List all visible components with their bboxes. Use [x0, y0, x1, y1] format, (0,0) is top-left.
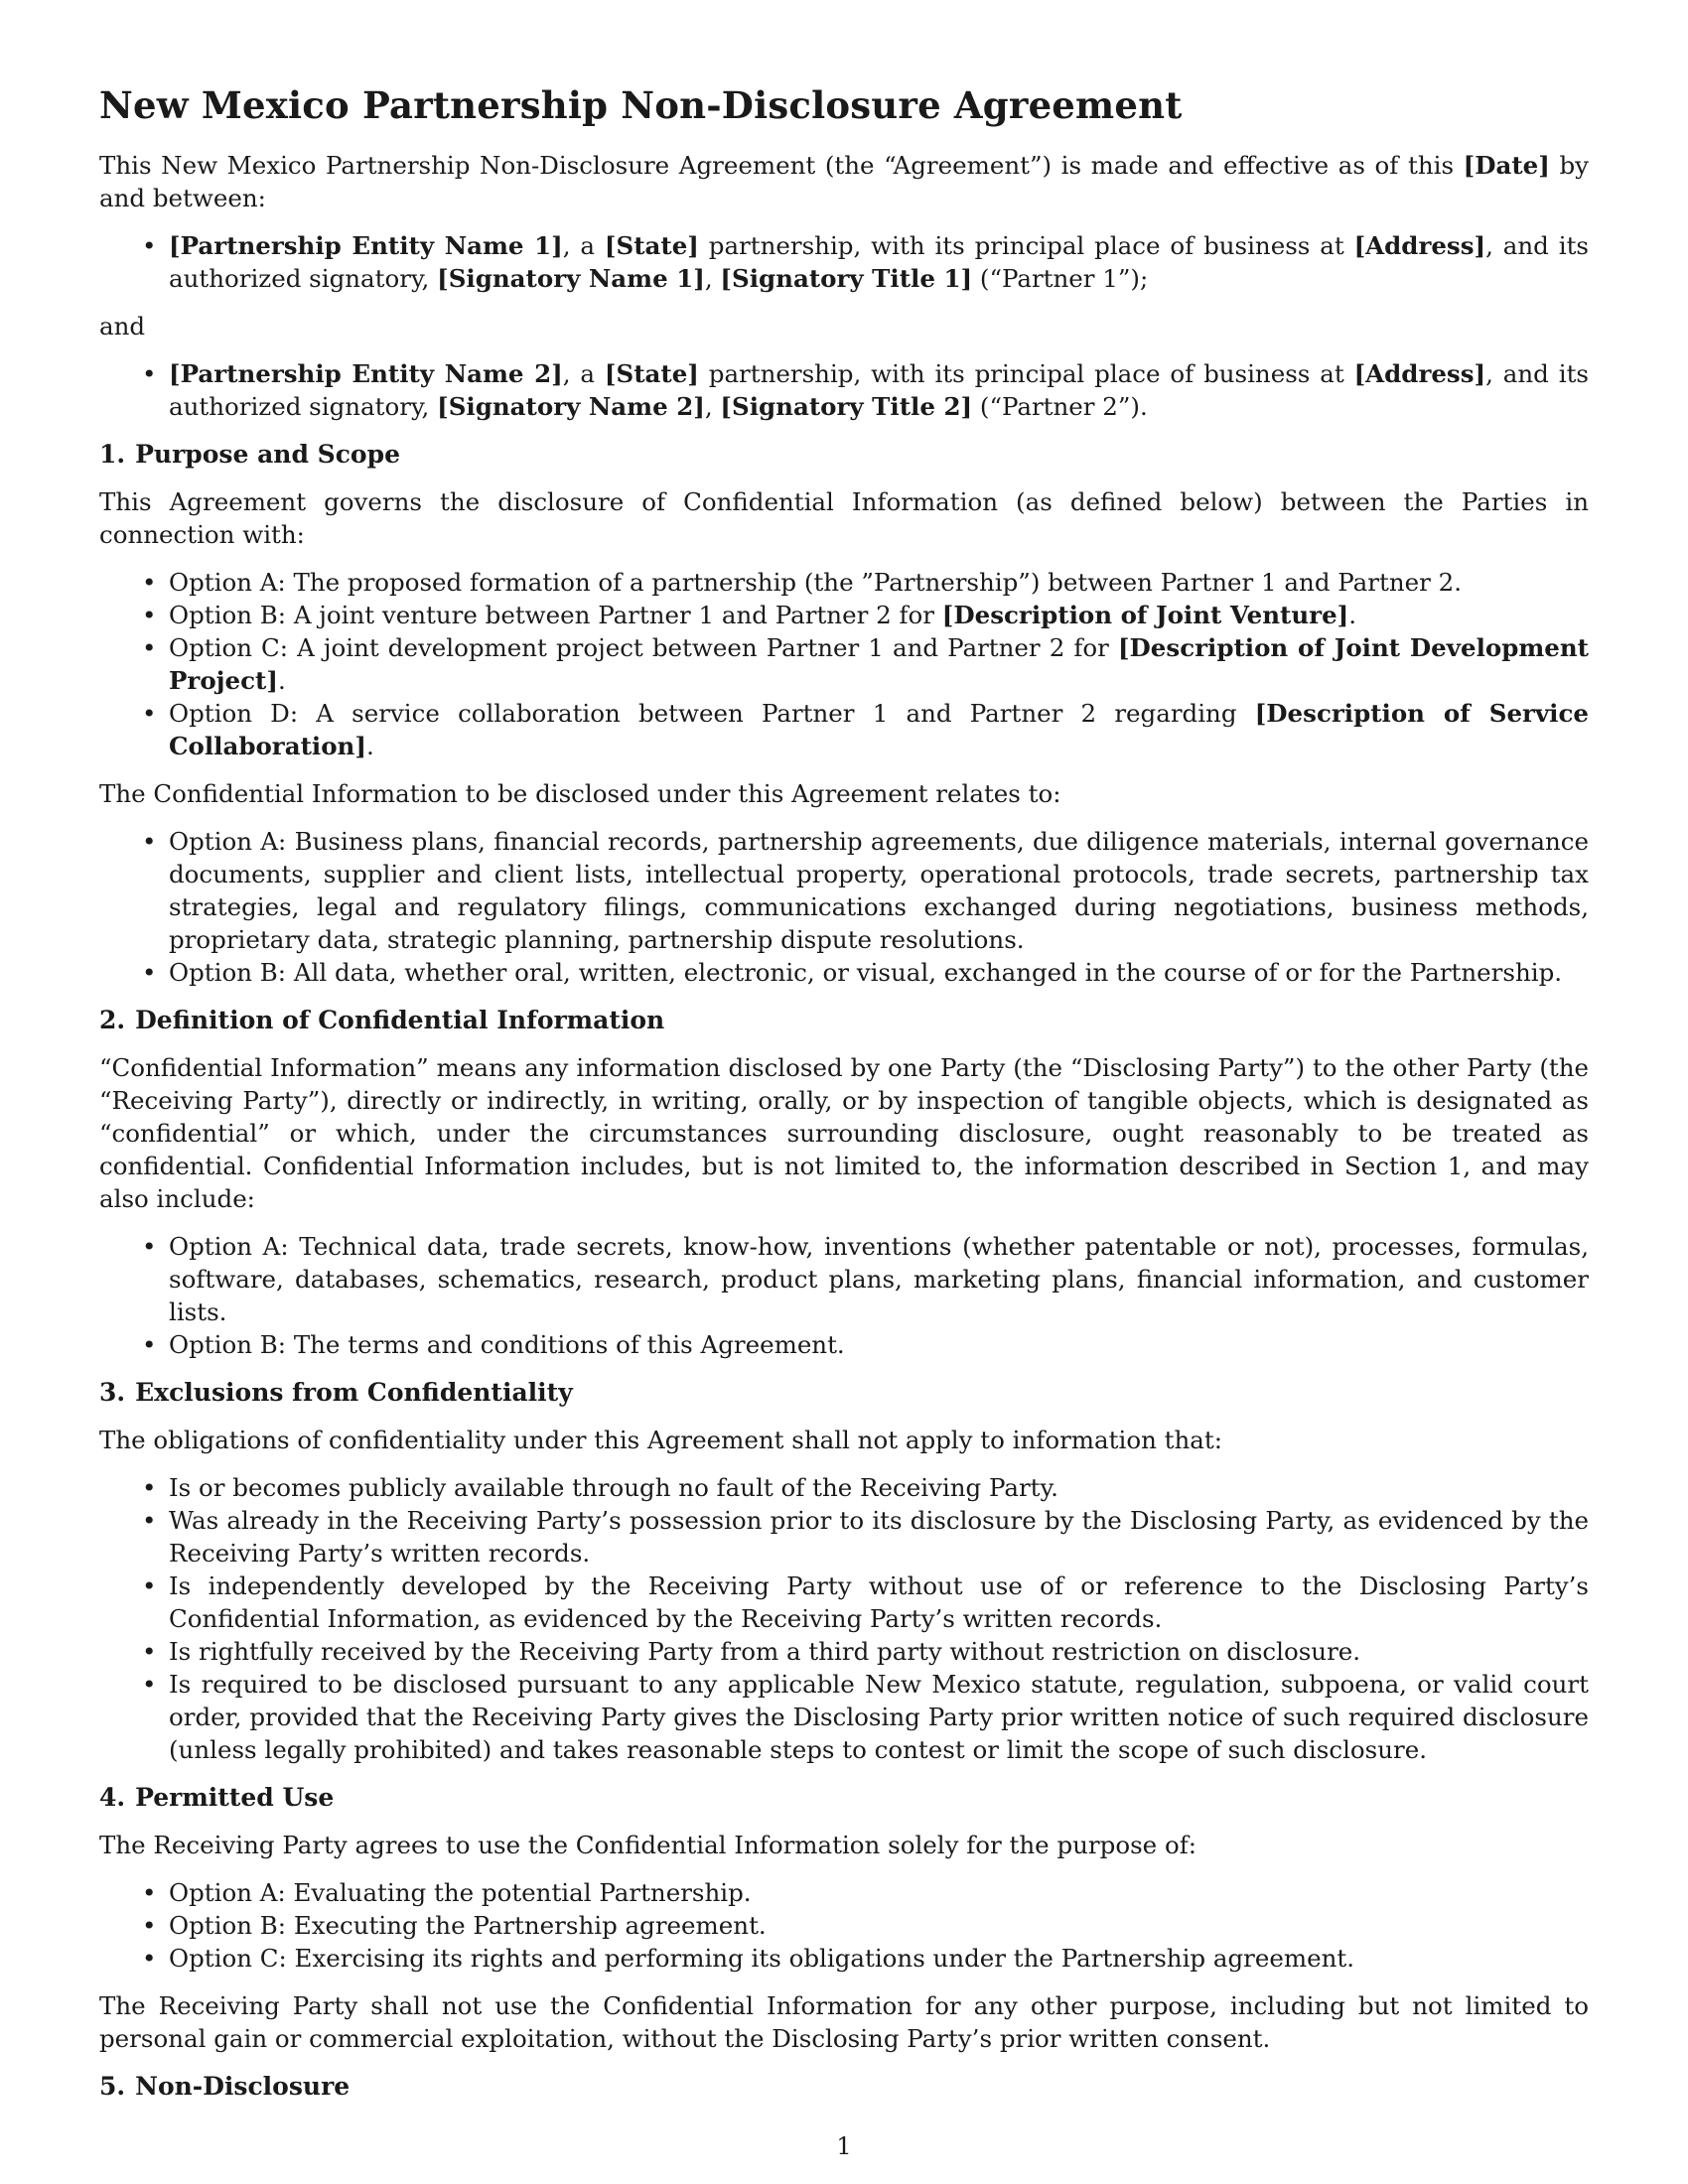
section-1-relates-list — [99, 825, 1589, 989]
section-3-list — [99, 1471, 1589, 1766]
list-item: • Is or becomes publicly available through no fault of the Receiving Party. — [169, 1471, 1589, 1504]
document-page — [99, 83, 1589, 2117]
date-placeholder: [Date] — [1463, 151, 1550, 180]
section-4-closing: The Receiving Party shall not use the Confidential Information for any other purpose, including but not limited to personal gain or commercial exploitation, without the Disclosing Party’s prior written consent. — [99, 1991, 1589, 2053]
list-item: • Option C: Exercising its rights and performing its obligations under the Partnership agreement. — [169, 1942, 1589, 1975]
list-item: • Option A: Business plans, financial records, partnership agreements, due diligence materials, internal governance documents, supplier and client lists, intellectual property, operational protocols, trade secrets, partnership tax strategies, legal and regulatory filings, communications exchanged during negotiations, business methods, proprietary data, strategic planning, partnership dispute resolutions. — [169, 825, 1589, 956]
list-item: • Option B: The terms and conditions of this Agreement. — [169, 1328, 1589, 1361]
list-item: • Option D: A service collaboration between Partner 1 and Partner 2 regarding [Description of Service Collaboration]. — [169, 697, 1589, 762]
list-item: • Option B: A joint venture between Partner 1 and Partner 2 for [Description of Joint Venture]. — [169, 599, 1589, 631]
list-item: • Option A: Evaluating the potential Partnership. — [169, 1876, 1589, 1909]
section-4-heading: 4. Permitted Use — [99, 1783, 335, 1812]
party2-list — [99, 357, 1589, 423]
section-1-heading: 1. Purpose and Scope — [99, 440, 400, 469]
section-1-options-list — [99, 566, 1589, 762]
section-2-body: “Confidential Information” means any information disclosed by one Party (the “Disclosing Party”) to the other Party (the “Receiving Party”), directly or indirectly, in writing, orally, or by inspection of tangible objects, which is designated as “confidential” or which, under the circumstances surrounding disclosure, ought reasonably to be treated as confidential. Confidential Information includes, but is not limited to, the information described in Section 1, and may also include: — [99, 1053, 1589, 1213]
list-item: • Option A: Technical data, trade secrets, know-how, inventions (whether patentable or not), processes, formulas, software, databases, schematics, research, product plans, marketing plans, financial information, and customer lists. — [169, 1230, 1589, 1328]
and-text: and — [99, 312, 146, 341]
section-4-intro: The Receiving Party agrees to use the Confidential Information solely for the purpose of: — [99, 1831, 1197, 1859]
section-5-heading: 5. Non-Disclosure — [99, 2072, 351, 2101]
list-item: • Is independently developed by the Receiving Party without use of or reference to the Disclosing Party’s Confidential Information, as evidenced by the Receiving Party’s written records. — [169, 1570, 1589, 1635]
list-item: • Option A: The proposed formation of a partnership (the ”Partnership”) between Partner 1 and Partner 2. — [169, 566, 1589, 599]
list-item: • Was already in the Receiving Party’s possession prior to its disclosure by the Disclosing Party, as evidenced by the Receiving Party’s written records. — [169, 1504, 1589, 1570]
section-4-list — [99, 1876, 1589, 1975]
list-item: • Is rightfully received by the Receiving Party from a third party without restriction on disclosure. — [169, 1635, 1589, 1668]
page-number: 1 — [836, 2132, 852, 2160]
list-item: • Is required to be disclosed pursuant to any applicable New Mexico statute, regulation, subpoena, or valid court order, provided that the Receiving Party gives the Disclosing Party prior written notice of such required disclosure (unless legally prohibited) and takes reasonable steps to contest or limit the scope of such disclosure. — [169, 1668, 1589, 1766]
intro-paragraph: This New Mexico Partnership Non-Disclosure Agreement (the “Agreement”) is made and effective as of this [Date] by and between: — [99, 151, 1589, 212]
section-1-relates: The Confidential Information to be disclosed under this Agreement relates to: — [99, 779, 1061, 808]
document-title: New Mexico Partnership Non-Disclosure Agreement — [99, 83, 1183, 127]
section-1-intro: This Agreement governs the disclosure of Confidential Information (as defined below) between the Parties in connection with: — [99, 487, 1589, 549]
section-3-intro: The obligations of confidentiality under this Agreement shall not apply to information that: — [99, 1426, 1222, 1454]
party1-item: • [Partnership Entity Name 1], a [State] partnership, with its principal place of business at [Address], and its authorized signatory, [Signatory Name 1], [Signatory Title 1] (“Partner 1”); — [169, 229, 1589, 295]
party2-item: • [Partnership Entity Name 2], a [State] partnership, with its principal place of business at [Address], and its authorized signatory, [Signatory Name 2], [Signatory Title 2] (“Partner 2”). — [169, 357, 1589, 423]
party1-list — [99, 229, 1589, 295]
list-item: • Option B: Executing the Partnership agreement. — [169, 1909, 1589, 1942]
section-2-heading: 2. Definition of Confidential Information — [99, 1006, 665, 1034]
list-item: • Option B: All data, whether oral, written, electronic, or visual, exchanged in the course of or for the Partnership. — [169, 956, 1589, 989]
section-3-heading: 3. Exclusions from Confidentiality — [99, 1378, 573, 1407]
list-item: • Option C: A joint development project between Partner 1 and Partner 2 for [Description of Joint Development Project]. — [169, 631, 1589, 697]
section-2-list — [99, 1230, 1589, 1361]
